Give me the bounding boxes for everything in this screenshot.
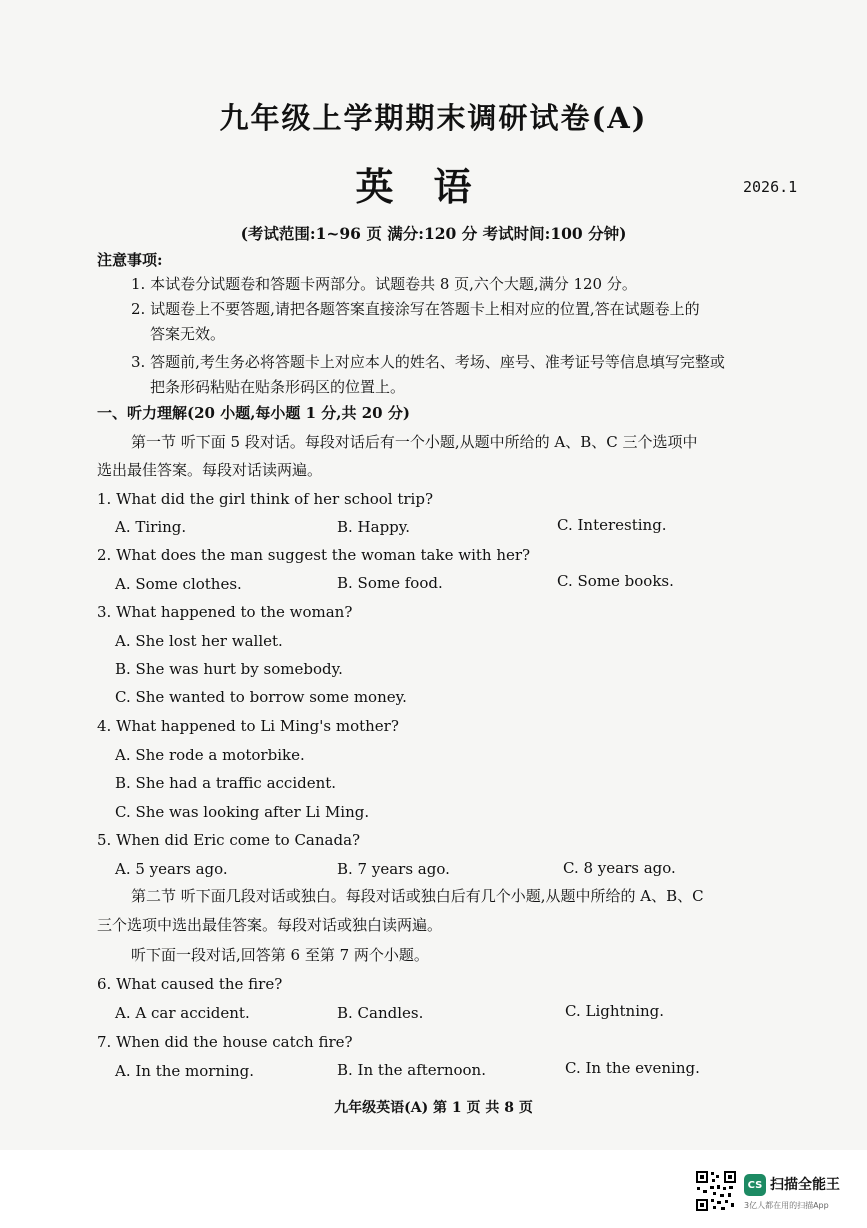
option: B. Some food. (337, 574, 443, 592)
option: C. She wanted to borrow some money. (115, 688, 407, 706)
question-stem: 7. When did the house catch fire? (97, 1033, 353, 1051)
exam-info: (考试范围:1~96 页 满分:120 分 考试时间:100 分钟) (240, 224, 627, 243)
part1-intro: 选出最佳答案。每段对话读两遍。 (97, 461, 323, 479)
option: C. She was looking after Li Ming. (115, 803, 370, 821)
page-footer: 九年级英语(A) 第 1 页 共 8 页 (334, 1100, 533, 1116)
qr-code-icon (695, 1170, 737, 1212)
option: A. In the morning. (115, 1062, 254, 1080)
option: A. A car accident. (115, 1004, 250, 1022)
section-heading: 一、听力理解(20 小题,每小题 1 分,共 20 分) (97, 404, 410, 422)
scanner-name: 扫描全能王 (770, 1177, 840, 1193)
option: C. Some books. (557, 572, 674, 590)
option: B. She was hurt by somebody. (115, 660, 343, 678)
exam-date: 2026.1 (743, 178, 798, 196)
note-item: 2. 试题卷上不要答题,请把各题答案直接涂写在答题卡上相对应的位置,答在试题卷上的 (131, 300, 700, 318)
question-stem: 3. What happened to the woman? (97, 603, 353, 621)
notes-heading: 注意事项: (97, 251, 163, 269)
part2-intro: 三个选项中选出最佳答案。每段对话或独白读两遍。 (97, 916, 443, 934)
question-stem: 1. What did the girl think of her school trip? (97, 490, 433, 508)
option: B. She had a traffic accident. (115, 774, 337, 792)
option: C. Lightning. (565, 1002, 665, 1020)
option: C. 8 years ago. (563, 859, 676, 877)
question-stem: 4. What happened to Li Ming's mother? (97, 717, 399, 735)
note-item: 把条形码粘贴在贴条形码区的位置上。 (150, 378, 406, 396)
question-stem: 5. When did Eric come to Canada? (97, 831, 361, 849)
option: B. In the afternoon. (337, 1061, 486, 1079)
subject-title: 英语 (355, 164, 512, 209)
option: A. Tiring. (115, 518, 187, 536)
note-item: 答案无效。 (150, 325, 226, 343)
option: A. She rode a motorbike. (115, 746, 305, 764)
part2-subintro: 听下面一段对话,回答第 6 至第 7 两个小题。 (131, 946, 429, 964)
camscanner-logo-icon: CS (744, 1174, 766, 1196)
option: B. 7 years ago. (337, 860, 450, 878)
option: C. In the evening. (565, 1059, 700, 1077)
scanner-tagline: 3亿人都在用的扫描App (744, 1201, 829, 1210)
part1-intro: 第一节 听下面 5 段对话。每段对话后有一个小题,从题中所给的 A、B、C 三个选项中 (131, 433, 698, 451)
note-item: 1. 本试卷分试题卷和答题卡两部分。试题卷共 8 页,六个大题,满分 120 分。 (131, 275, 637, 293)
option: C. Interesting. (557, 516, 667, 534)
option: A. 5 years ago. (115, 860, 228, 878)
question-stem: 2. What does the man suggest the woman take with her? (97, 546, 531, 564)
exam-title: 九年级上学期期末调研试卷(A) (219, 101, 648, 135)
note-item: 3. 答题前,考生务必将答题卡上对应本人的姓名、考场、座号、准考证号等信息填写完整或 (131, 353, 725, 371)
part2-intro: 第二节 听下面几段对话或独白。每段对话或独白后有几个小题,从题中所给的 A、B、C (131, 887, 704, 905)
option: B. Happy. (337, 518, 411, 536)
option: A. She lost her wallet. (115, 632, 283, 650)
question-stem: 6. What caused the fire? (97, 975, 283, 993)
option: A. Some clothes. (115, 575, 242, 593)
option: B. Candles. (337, 1004, 424, 1022)
